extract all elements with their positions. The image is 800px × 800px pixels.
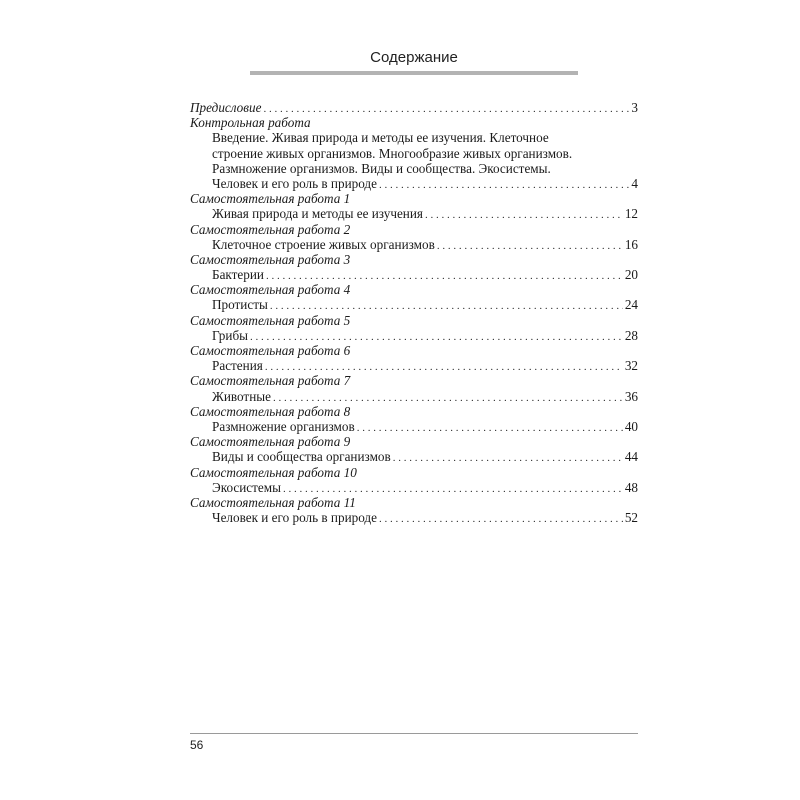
toc-page-number: 28 bbox=[624, 327, 638, 343]
toc-entry-label: Размножение организмов bbox=[212, 418, 355, 434]
toc-entry-label: Бактерии bbox=[212, 267, 264, 283]
toc-section-heading: Самостоятельная работа 2 bbox=[190, 221, 351, 237]
toc-page-number: 36 bbox=[624, 388, 638, 404]
toc-section-heading: Самостоятельная работа 5 bbox=[190, 312, 351, 328]
toc-entry-preface bbox=[190, 100, 638, 115]
toc-entry bbox=[190, 297, 638, 312]
toc-entry-label: Предисловие bbox=[190, 100, 262, 115]
page-title: Содержание bbox=[370, 49, 458, 66]
toc-section-heading: Контрольная работа bbox=[190, 115, 311, 131]
dot-leader bbox=[379, 512, 623, 527]
toc-entry-label: Клеточное строение живых организмов bbox=[212, 236, 435, 252]
toc-section-heading: Самостоятельная работа 11 bbox=[190, 494, 356, 510]
toc-page-number: 4 bbox=[631, 175, 638, 191]
toc-section-heading: Самостоятельная работа 8 bbox=[190, 403, 351, 419]
toc-section-heading: Самостоятельная работа 9 bbox=[190, 434, 351, 450]
toc-page-number: 16 bbox=[624, 236, 638, 252]
toc-entry bbox=[190, 358, 638, 373]
toc-page-number: 32 bbox=[624, 358, 638, 374]
toc-entry-control bbox=[190, 176, 638, 191]
toc-entry bbox=[190, 419, 638, 434]
toc-page-number: 48 bbox=[624, 479, 638, 495]
toc-entry-label: Экосистемы bbox=[212, 479, 281, 495]
toc-entry bbox=[190, 267, 638, 282]
toc-page-number: 52 bbox=[624, 510, 638, 526]
toc-entry bbox=[190, 206, 638, 221]
toc-section-heading: Самостоятельная работа 4 bbox=[190, 282, 351, 298]
dot-leader bbox=[393, 451, 623, 466]
toc-entry-label: Протисты bbox=[212, 297, 268, 313]
toc-entry-label: Растения bbox=[212, 358, 263, 374]
toc-entry-line: Введение. Живая природа и методы ее изучения. Клеточное bbox=[212, 130, 549, 146]
toc-section-heading: Самостоятельная работа 7 bbox=[190, 373, 351, 389]
toc-page-number: 40 bbox=[624, 418, 638, 434]
toc-entry bbox=[190, 480, 638, 495]
toc-entry bbox=[190, 237, 638, 252]
page-number: 56 bbox=[190, 738, 204, 752]
toc-page-number: 3 bbox=[631, 100, 638, 115]
toc-entry-label: Виды и сообщества организмов bbox=[212, 449, 391, 465]
dot-leader bbox=[357, 421, 623, 436]
toc-entry-label: Человек и его роль в природе bbox=[212, 175, 377, 191]
toc-page-number: 44 bbox=[624, 449, 638, 465]
toc-section-heading: Самостоятельная работа 3 bbox=[190, 251, 351, 267]
toc-entry-label: Животные bbox=[212, 388, 271, 404]
toc-entry bbox=[190, 449, 638, 464]
toc-entry bbox=[190, 328, 638, 343]
toc-entry-label: Человек и его роль в природе bbox=[212, 510, 377, 526]
toc-page-number: 20 bbox=[624, 267, 638, 283]
dot-leader bbox=[263, 102, 629, 117]
toc-entry-line: Размножение организмов. Виды и сообщества. Экосистемы. bbox=[212, 160, 551, 176]
dot-leader bbox=[425, 208, 623, 223]
toc-page-number: 12 bbox=[624, 206, 638, 222]
toc-entry-label: Грибы bbox=[212, 327, 249, 343]
toc-section-heading: Самостоятельная работа 10 bbox=[190, 464, 357, 480]
toc-works-list bbox=[190, 191, 638, 525]
toc-section-heading: Самостоятельная работа 1 bbox=[190, 191, 351, 207]
table-of-contents bbox=[190, 100, 638, 525]
toc-entry bbox=[190, 510, 638, 525]
toc-entry bbox=[190, 389, 638, 404]
toc-entry-line: строение живых организмов. Многообразие живых организмов. bbox=[212, 145, 573, 161]
toc-page-number: 24 bbox=[624, 297, 638, 313]
footer-rule bbox=[190, 733, 638, 734]
dot-leader bbox=[379, 178, 629, 193]
toc-entry-label: Живая природа и методы ее изучения bbox=[212, 206, 423, 222]
toc-section-heading: Самостоятельная работа 6 bbox=[190, 343, 351, 358]
dot-leader bbox=[437, 239, 623, 254]
title-underline bbox=[250, 71, 578, 75]
